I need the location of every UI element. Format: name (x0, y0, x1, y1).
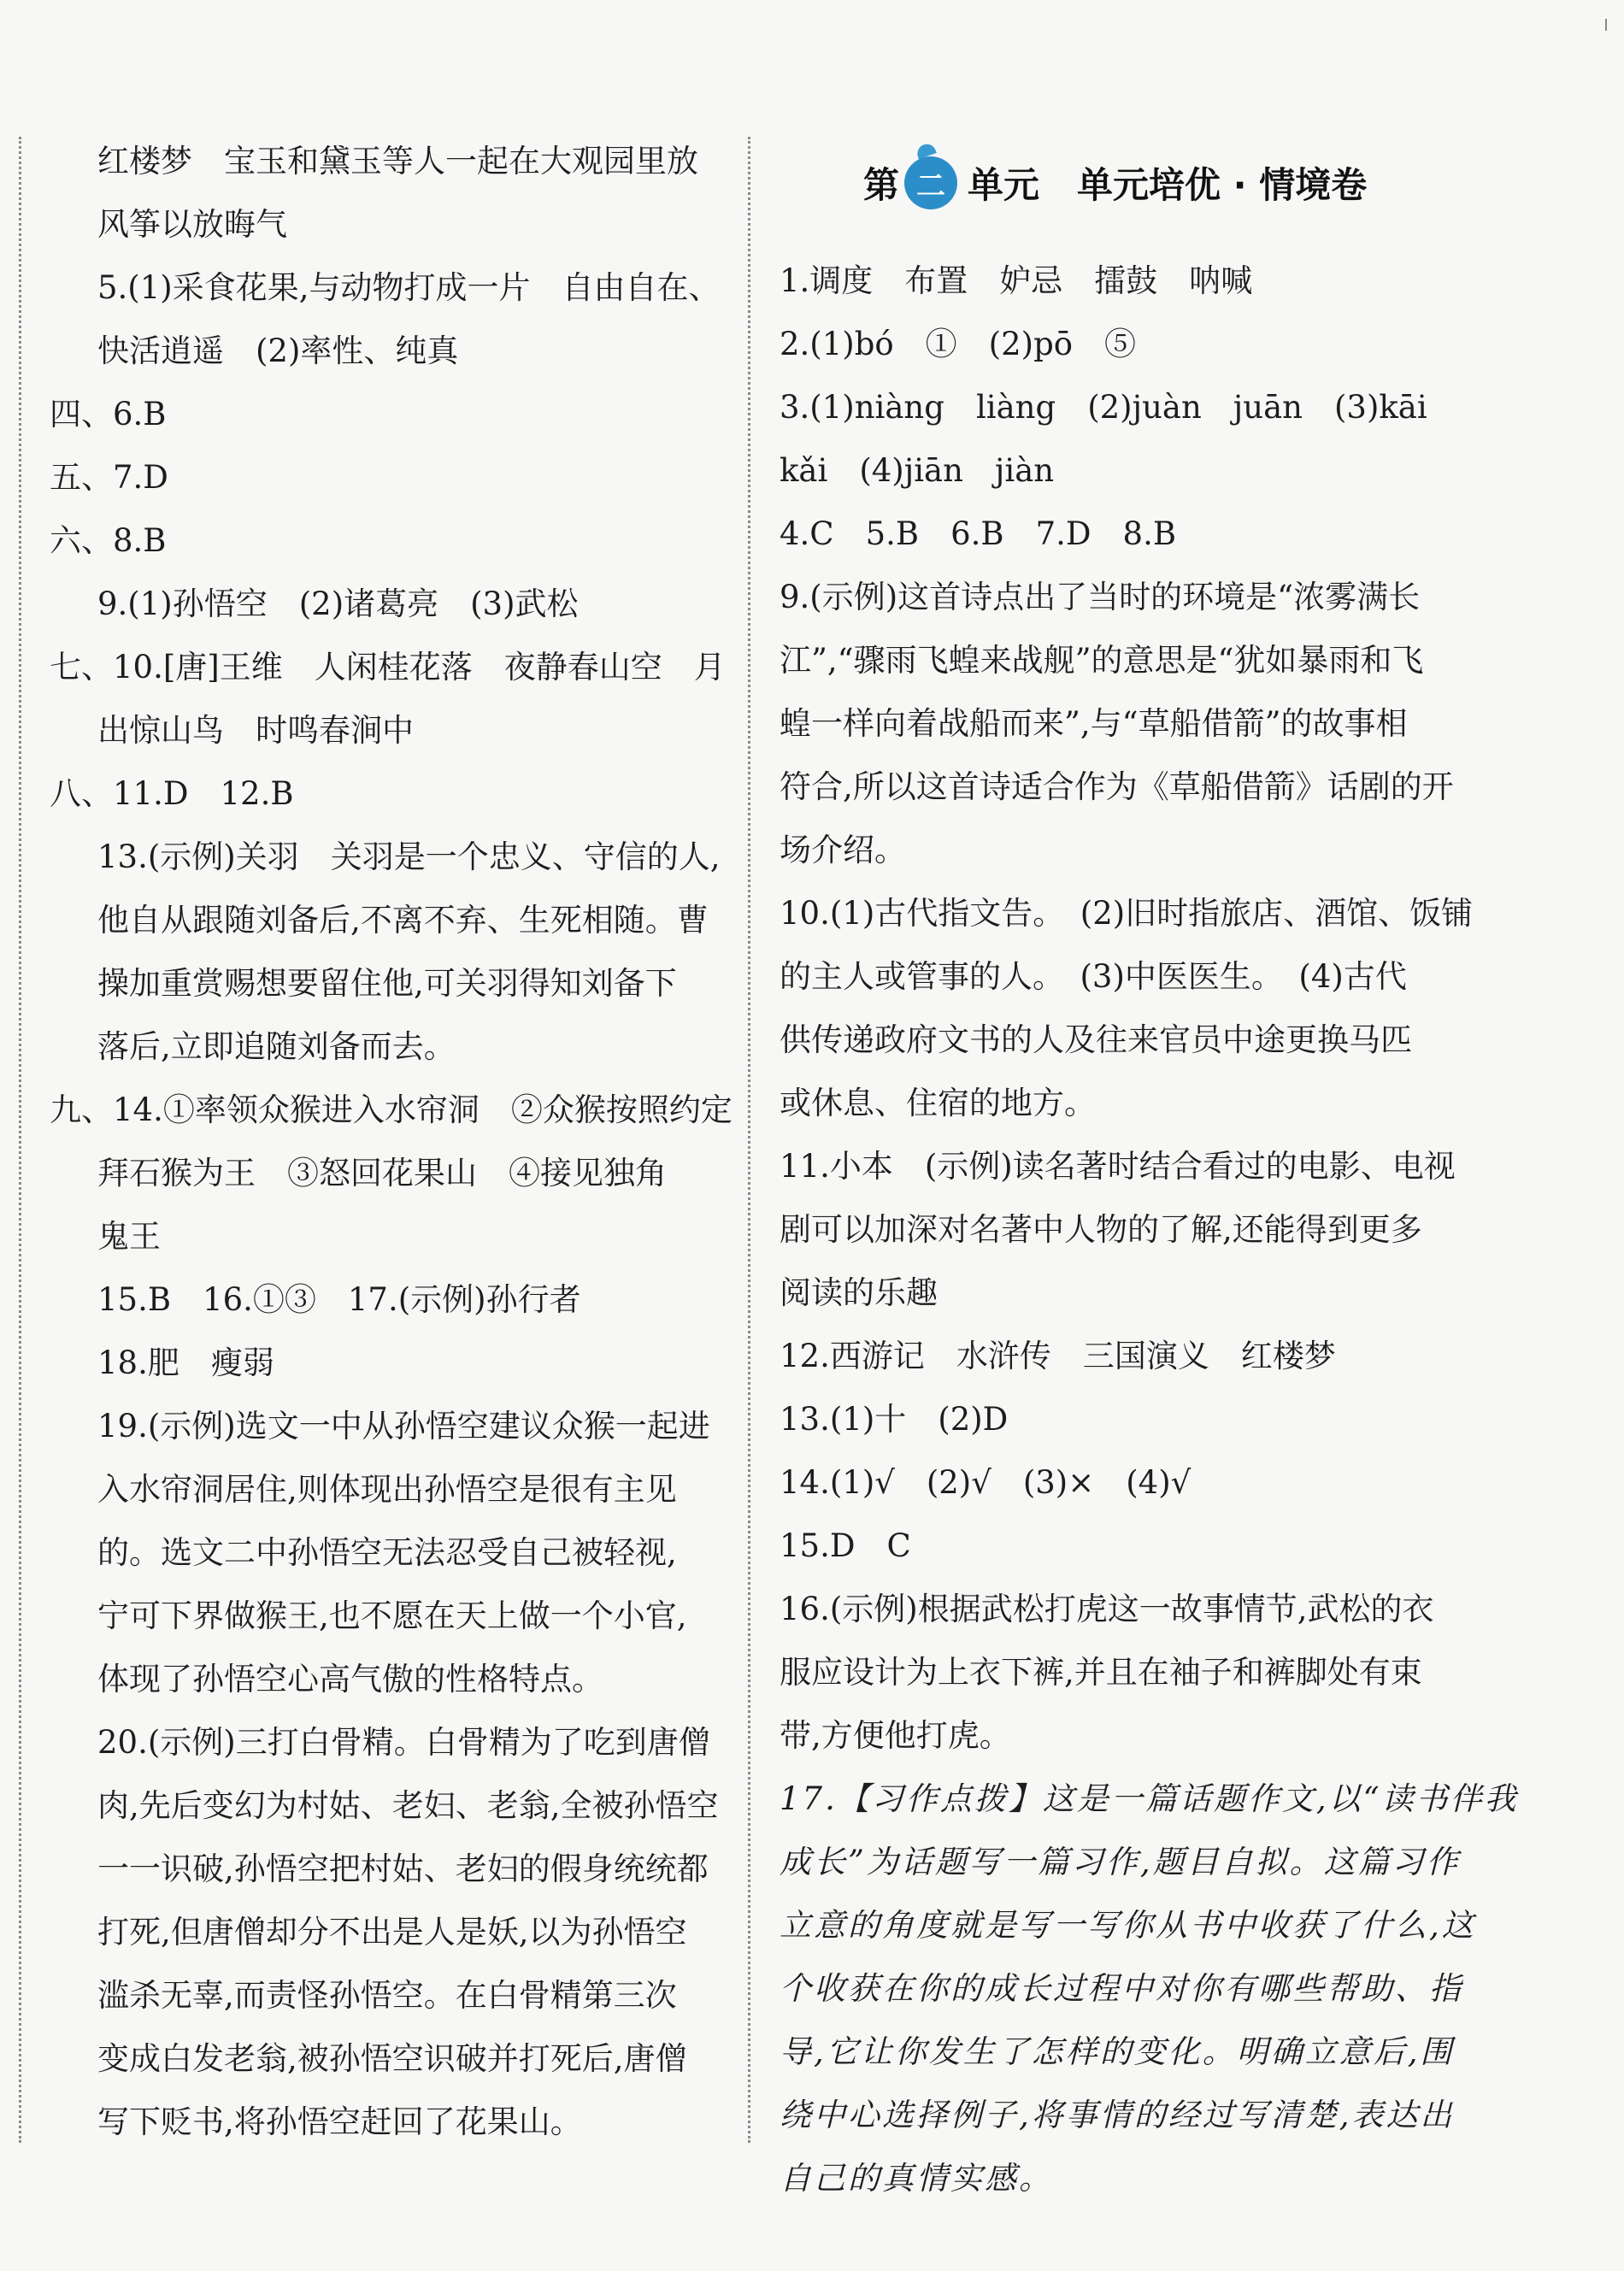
answer-line: 10.(1)古代指文告。 (2)旧时指旅店、酒馆、饭铺 (780, 895, 1474, 932)
answer-line: 场介绍。 (780, 832, 906, 868)
corner-mark (1605, 19, 1607, 31)
answer-line: 他自从跟随刘备后,不离不弃、生死相随。曹 (97, 902, 709, 938)
essay-guide-line: 成长”为话题写一篇习作,题目自拟。这篇习作 (780, 1844, 1461, 1880)
answer-line: 落后,立即追随刘备而去。 (97, 1028, 456, 1065)
answer-line: 19.(示例)选文一中从孙悟空建议众猴一起进 (97, 1408, 710, 1444)
unit-title: 单元培优 · 情境卷 (1077, 164, 1368, 206)
answer-line: 13.(示例)关羽 关羽是一个忠义、守信的人, (97, 838, 721, 875)
answer-line: 1.调度 布置 妒忌 擂鼓 呐喊 (780, 262, 1253, 299)
unit-word: 单元 (968, 164, 1040, 206)
answer-line: 鬼王 (97, 1218, 161, 1255)
unit-number: 二 (916, 168, 946, 203)
answer-line: 的。选文二中孙悟空无法忍受自己被轻视, (97, 1534, 677, 1571)
answer-line: 18.肥 瘦弱 (97, 1344, 274, 1381)
answer-line: 滥杀无辜,而责怪孙悟空。在白骨精第三次 (97, 1977, 677, 2014)
answer-line: 14.(1)√ (2)√ (3)× (4)√ (780, 1464, 1192, 1501)
answer-line: 或休息、住宿的地方。 (780, 1085, 1096, 1121)
answer-line: 2.(1)bó ① (2)pō ⑤ (780, 326, 1137, 362)
answer-line: 的主人或管事的人。 (3)中医医生。 (4)古代 (780, 958, 1407, 995)
answer-line: 红楼梦 宝玉和黛玉等人一起在大观园里放 (97, 143, 698, 179)
answer-line: 拜石猴为王 ③怒回花果山 ④接见独角 (97, 1155, 667, 1191)
answer-line: 阅读的乐趣 (780, 1274, 938, 1311)
answer-line: 一一识破,孙悟空把村姑、老妇的假身统统都 (97, 1850, 709, 1887)
essay-guide-line: 绕中心选择例子,将事情的经过写清楚,表达出 (780, 2097, 1455, 2133)
answer-line: 5.(1)采食花果,与动物打成一片 自由自在、 (97, 269, 721, 306)
answer-line: 9.(1)孙悟空 (2)诸葛亮 (3)武松 (97, 585, 579, 622)
answer-line: 15.D C (780, 1527, 911, 1564)
answer-line: 变成白发老翁,被孙悟空识破并打死后,唐僧 (97, 2040, 687, 2077)
unit-number-badge (904, 156, 957, 209)
answer-line: 15.B 16.①③ 17.(示例)孙行者 (97, 1281, 581, 1318)
answer-line: 4.C 5.B 6.B 7.D 8.B (780, 515, 1177, 552)
left-column (50, 130, 733, 2154)
answer-line: 供传递政府文书的人及往来官员中途更换马匹 (780, 1021, 1412, 1058)
answer-line: 入水帘洞居住,则体现出孙悟空是很有主见 (97, 1471, 677, 1508)
answer-line: 服应设计为上衣下裤,并且在袖子和裤脚处有束 (780, 1654, 1422, 1691)
essay-guide-line: 立意的角度就是写一写你从书中收获了什么,这 (780, 1907, 1476, 1944)
answer-line: 肉,先后变幻为村姑、老妇、老翁,全被孙悟空 (97, 1787, 719, 1824)
answer-line: 打死,但唐僧却分不出是人是妖,以为孙悟空 (97, 1914, 687, 1950)
unit-header (863, 147, 1462, 219)
answer-line: 11.小本 (示例)读名著时结合看过的电影、电视 (780, 1148, 1456, 1185)
answer-line: 3.(1)niàng liàng (2)juàn juān (3)kāi (780, 389, 1427, 426)
answer-line: 符合,所以这首诗适合作为《草船借箭》话剧的开 (780, 768, 1454, 805)
answer-line: 六、8.B (50, 522, 167, 559)
essay-guide-line: 17.【习作点拨】这是一篇话题作文,以“读书伴我 (780, 1780, 1519, 1817)
answer-line: 五、7.D (50, 459, 168, 496)
essay-guide-line: 导,它让你发生了怎样的变化。明确立意后,围 (780, 2033, 1455, 2070)
answer-line: 八、11.D 12.B (50, 775, 294, 812)
answer-line: 体现了孙悟空心高气傲的性格特点。 (97, 1661, 603, 1697)
answer-line: 9.(示例)这首诗点出了当时的环境是“浓雾满长 (780, 579, 1421, 615)
answer-line: 蝗一样向着战船而来”,与“草船借箭”的故事相 (780, 705, 1408, 742)
answer-line: 写下贬书,将孙悟空赶回了花果山。 (97, 2103, 582, 2140)
left-margin-dotted-line (19, 137, 21, 2143)
answer-line: 宁可下界做猴王,也不愿在天上做一个小官, (97, 1597, 687, 1634)
center-dotted-divider (748, 137, 750, 2143)
answer-line: 快活逍遥 (2)率性、纯真 (97, 332, 459, 369)
essay-guide-line: 自己的真情实感。 (780, 2160, 1053, 2197)
answer-line: 剧可以加深对名著中人物的了解,还能得到更多 (780, 1211, 1422, 1248)
essay-guide-line: 个收获在你的成长过程中对你有哪些帮助、指 (780, 1970, 1463, 2007)
answer-line: 16.(示例)根据武松打虎这一故事情节,武松的衣 (780, 1591, 1434, 1627)
answer-line: 七、10.[唐]王维 人闲桂花落 夜静春山空 月 (50, 649, 726, 685)
answer-line: 九、14.①率领众猴进入水帘洞 ②众猴按照约定 (50, 1091, 733, 1128)
answer-line: 操加重赏赐想要留住他,可关羽得知刘备下 (97, 965, 677, 1002)
answer-line: 12.西游记 水浒传 三国演义 红楼梦 (780, 1338, 1336, 1374)
right-column (780, 250, 1519, 2210)
answer-line: 江”,“骤雨飞蝗来战舰”的意思是“犹如暴雨和飞 (780, 642, 1424, 679)
answer-line: 13.(1)十 (2)D (780, 1401, 1009, 1438)
answer-line: 四、6.B (50, 396, 167, 432)
answer-line: 20.(示例)三打白骨精。白骨精为了吃到唐僧 (97, 1724, 710, 1761)
answer-line: 出惊山鸟 时鸣春涧中 (97, 712, 414, 749)
answer-line: 风筝以放晦气 (97, 206, 287, 243)
answer-line: 带,方便他打虎。 (780, 1717, 1011, 1754)
unit-prefix: 第 (863, 164, 900, 206)
answer-line: kǎi (4)jiān jiàn (780, 452, 1055, 489)
